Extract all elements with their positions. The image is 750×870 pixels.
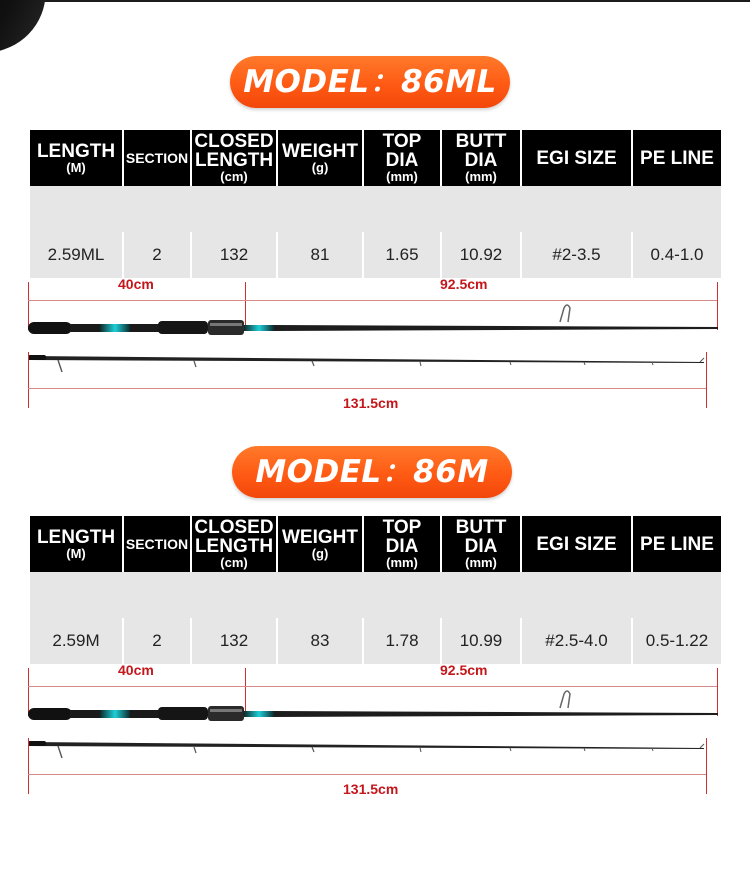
spec-value-row (30, 618, 721, 664)
header-weight (278, 130, 362, 186)
value-closed-length: 132 (192, 618, 276, 664)
spec-table (28, 516, 723, 664)
header-weight-label: WEIGHT (282, 140, 358, 162)
header-closed-label: CLOSED LENGTH (194, 131, 274, 171)
header-closed-unit: (cm) (220, 555, 248, 570)
top-border (0, 0, 750, 2)
value-weight: 81 (278, 232, 362, 278)
header-top-label: TOP DIA (382, 131, 422, 171)
header-butt-dia (442, 130, 520, 186)
value-butt-dia: 10.99 (442, 618, 520, 664)
rod-butt-corner-graphic (0, 0, 61, 65)
header-top-dia (364, 130, 440, 186)
value-top-dia: 1.78 (364, 618, 440, 664)
spec-header-row (30, 130, 721, 186)
header-weight (278, 516, 362, 572)
dimension-total: 131.5cm (343, 781, 399, 797)
dimension-tick (706, 352, 707, 408)
rod-illustration (24, 684, 724, 769)
header-closed-unit: (cm) (220, 169, 248, 184)
header-length (30, 516, 122, 572)
dimension-handle: 40cm (118, 276, 154, 292)
header-butt-dia (442, 516, 520, 572)
header-butt-label: BUTT DIA (455, 131, 507, 171)
header-length (30, 130, 122, 186)
value-weight: 83 (278, 618, 362, 664)
header-section: SECTION (124, 516, 190, 572)
dimension-handle: 40cm (118, 662, 154, 678)
rod-illustration (24, 298, 724, 383)
value-section: 2 (124, 618, 190, 664)
header-closed-label: CLOSED LENGTH (194, 517, 274, 557)
header-section: SECTION (124, 130, 190, 186)
model-title-badge: MODEL：86M (232, 446, 512, 498)
header-top-unit: (mm) (386, 555, 418, 570)
dimension-tick (706, 738, 707, 794)
header-weight-unit: (g) (311, 159, 329, 175)
header-egi-size: EGI SIZE (522, 130, 631, 186)
header-length-unit: (M) (66, 159, 86, 175)
spec-header-row (30, 516, 721, 572)
value-section: 2 (124, 232, 190, 278)
value-egi-size: #2.5-4.0 (522, 618, 631, 664)
header-length-unit: (M) (66, 545, 86, 561)
header-closed-length (192, 516, 276, 572)
value-egi-size: #2-3.5 (522, 232, 631, 278)
header-butt-unit: (mm) (465, 555, 497, 570)
value-butt-dia: 10.92 (442, 232, 520, 278)
header-closed-length (192, 130, 276, 186)
dimension-upper: 92.5cm (440, 662, 488, 678)
value-pe-line: 0.5-1.22 (633, 618, 721, 664)
header-top-unit: (mm) (386, 169, 418, 184)
header-butt-unit: (mm) (465, 169, 497, 184)
dimension-upper: 92.5cm (440, 276, 488, 292)
value-length: 2.59ML (30, 232, 122, 278)
spec-table (28, 130, 723, 278)
header-egi-size: EGI SIZE (522, 516, 631, 572)
model-title-badge: MODEL：86ML (230, 56, 510, 108)
dimension-tick (28, 352, 29, 408)
header-weight-unit: (g) (311, 545, 329, 561)
value-pe-line: 0.4-1.0 (633, 232, 721, 278)
header-pe-line: PE LINE (633, 516, 721, 572)
header-butt-label: BUTT DIA (455, 517, 507, 557)
dimension-line (28, 774, 706, 775)
header-weight-label: WEIGHT (282, 526, 358, 548)
dimension-total: 131.5cm (343, 395, 399, 411)
header-length-label: LENGTH (36, 140, 116, 162)
header-pe-line: PE LINE (633, 130, 721, 186)
value-closed-length: 132 (192, 232, 276, 278)
value-top-dia: 1.65 (364, 232, 440, 278)
value-length: 2.59M (30, 618, 122, 664)
header-top-label: TOP DIA (382, 517, 422, 557)
dimension-line (28, 388, 706, 389)
header-length-label: LENGTH (36, 526, 116, 548)
header-top-dia (364, 516, 440, 572)
dimension-tick (28, 738, 29, 794)
spec-value-row (30, 232, 721, 278)
